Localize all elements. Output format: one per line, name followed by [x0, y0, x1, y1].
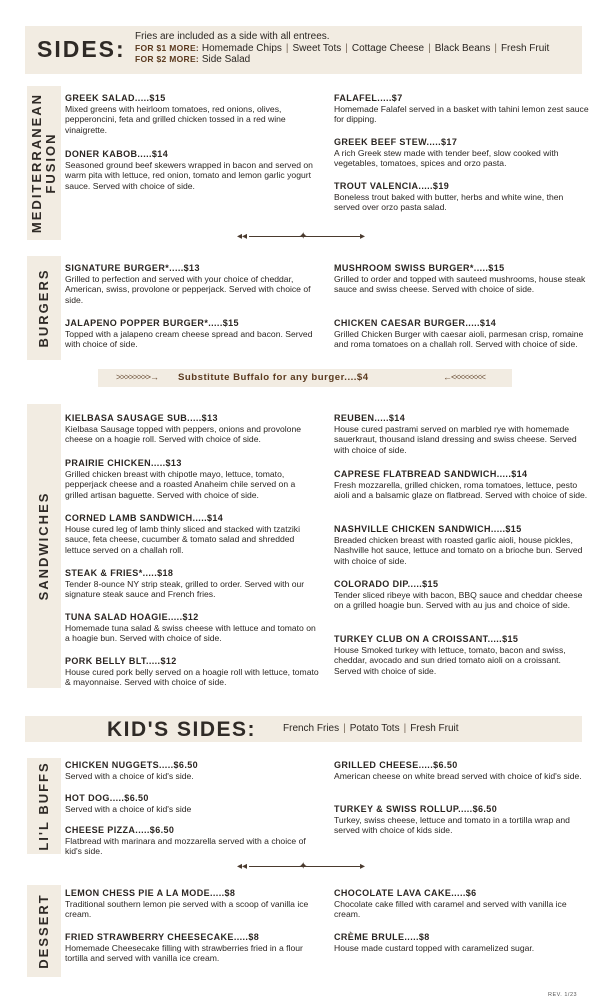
item-desc: Topped with a jalapeno cream cheese spread and bacon. Served with choice of side. [65, 329, 313, 350]
item-name: COLORADO DIP.....$15 [334, 579, 439, 589]
menu-item [65, 793, 320, 814]
arrow-right-ornament: ←<<<<<<<< [443, 372, 486, 382]
item-desc: Homemade Cheesecake filling with strawberries fried in a flour tortilla and served with vanilla ice cream. [65, 943, 303, 964]
item-name: CAPRESE FLATBREAD SANDWICH.....$14 [334, 469, 528, 479]
item-desc: Breaded chicken breast with roasted garlic aioli, house pickles, Nashville hot sauce, lettuce and tomato on a brioche bun. Served with choice of side. [334, 535, 583, 566]
menu-item [334, 469, 589, 501]
section-title-mediterranean: MEDITERRANEAN FUSION [29, 92, 58, 234]
item-desc: House Smoked turkey with lettuce, tomato, bacon and swiss, cheddar, avocado and sun dried tomato aioli on a croissant. Served with choice of side. [334, 645, 566, 676]
item-name: TURKEY & SWISS ROLLUP.....$6.50 [334, 804, 498, 814]
menu-item [334, 181, 589, 213]
item-desc: House made custard topped with caramelized sugar. [334, 943, 535, 953]
menu-item [65, 263, 320, 305]
kids-sides-title: KID'S SIDES: [107, 718, 257, 741]
item-desc: Traditional southern lemon pie served with a scoop of vanilla ice cream. [65, 899, 309, 920]
menu-item [334, 579, 589, 611]
item-name: CRÈME BRULE.....$8 [334, 932, 430, 942]
item-name: JALAPENO POPPER BURGER*.....$15 [65, 318, 239, 328]
sides-info [135, 31, 549, 66]
item-desc: Kielbasa Sausage topped with peppers, onions and provolone cheese on a hoagie roll. Served with choice of side. [65, 424, 302, 445]
item-name: FALAFEL.....$7 [334, 93, 403, 103]
kids-side-option: Fresh Fruit [410, 723, 459, 734]
side-option: Sweet Tots [292, 42, 342, 54]
item-name: KIELBASA SAUSAGE SUB.....$13 [65, 413, 218, 423]
item-desc: Grilled Chicken Burger with caesar aioli, parmesan crisp, romaine and roma tomatoes on a challah roll. Served with choice of side. [334, 329, 584, 350]
item-name: DONER KABOB.....$14 [65, 149, 169, 159]
item-desc: Boneless trout baked with butter, herbs and white wine, then served over orzo pasta salad. [334, 192, 564, 213]
item-name: PORK BELLY BLT.....$12 [65, 656, 177, 666]
kids-sides-list: French Fries | Potato Tots | Fresh Fruit [283, 723, 459, 734]
item-name: GREEK SALAD.....$15 [65, 93, 166, 103]
item-desc: House cured pork belly served on a hoagie roll with lettuce, tomato & mayonnaise. Served with choice of side. [65, 667, 319, 688]
item-desc: Homemade tuna salad & swiss cheese with lettuce and tomato on a hoagie bun. Served with choice of side. [65, 623, 316, 644]
section-label-mediterranean [27, 86, 61, 240]
arrow-left-ornament: >>>>>>>>→ [116, 372, 159, 382]
sides-band [25, 26, 582, 74]
menu-item [65, 513, 320, 555]
item-name: FRIED STRAWBERRY CHEESECAKE.....$8 [65, 932, 260, 942]
item-name: LEMON CHESS PIE A LA MODE.....$8 [65, 888, 236, 898]
item-desc: Fresh mozzarella, grilled chicken, roma tomatoes, lettuce, pesto aioli and a balsamic glaze on flatbread. Served with choice of side. [334, 480, 588, 501]
item-desc: Mixed greens with heirloom tomatoes, red onions, olives, pepperoncini, feta and grilled chicken tossed in a red wine vinaigrette. [65, 104, 286, 135]
menu-item [334, 137, 589, 169]
sides-2-more-label: FOR $2 MORE: [135, 54, 200, 64]
item-desc: Grilled chicken breast with chipotle mayo, lettuce, tomato, pepperjack cheese and a roasted Anaheim chile served on a grilled artisan baguette. Served with choice of side. [65, 469, 296, 500]
item-desc: House cured leg of lamb thinly sliced and stacked with tzatziki sauce, feta cheese, cucumber & tomato salad and shredded lettuce served on a challah roll. [65, 524, 301, 555]
item-name: TUNA SALAD HOAGIE.....$12 [65, 612, 199, 622]
item-name: STEAK & FRIES*.....$18 [65, 568, 174, 578]
section-label-burgers [27, 256, 61, 360]
menu-item [334, 634, 589, 676]
item-desc: Chocolate cake filled with caramel and served with vanilla ice cream. [334, 899, 567, 920]
item-name: CORNED LAMB SANDWICH.....$14 [65, 513, 224, 523]
section-title-dessert: DESSERT [36, 893, 51, 969]
kids-side-option: Potato Tots [349, 723, 400, 734]
menu-item [65, 888, 320, 920]
side-option: Homemade Chips [201, 42, 282, 54]
item-desc: American cheese on white bread served with choice of kid's side. [334, 771, 582, 781]
menu-item [334, 93, 589, 125]
menu-item [65, 825, 320, 857]
menu-item [65, 413, 320, 445]
item-desc: Tender sliced ribeye with bacon, BBQ sauce and cheddar cheese on a grilled hoagie bun. Served with au jus and choice of side. [334, 590, 583, 611]
item-desc: Grilled to perfection and served with your choice of cheddar, American, swiss, provolone or pepperjack. Served with choice of side. [65, 274, 311, 305]
menu-item [65, 612, 320, 644]
kids-side-option: French Fries [283, 723, 340, 734]
menu-item [334, 524, 589, 566]
item-name: MUSHROOM SWISS BURGER*.....$15 [334, 263, 505, 273]
section-label-lil-buffs [27, 758, 61, 854]
menu-item [334, 413, 589, 455]
section-title-lil-buffs: LI'L BUFFS [36, 761, 51, 851]
item-name: GRILLED CHEESE.....$6.50 [334, 760, 458, 770]
sides-line-2: FOR $1 MORE: Homemade Chips | Sweet Tots | Cottage Cheese | Black Beans | Fresh Fruit [135, 42, 550, 54]
item-name: CHICKEN NUGGETS.....$6.50 [65, 760, 199, 770]
section-label-dessert [27, 885, 61, 977]
item-desc: Seasoned ground beef skewers wrapped in bacon and served on warm pita with lettuce, red onion, tomato and lemon garlic yogurt sauce. Served with choice of side. [65, 160, 313, 191]
menu-item [334, 263, 589, 295]
sides-line-1: Fries are included as a side with all entrees. [135, 31, 330, 42]
menu-item [65, 318, 320, 350]
item-name: GREEK BEEF STEW.....$17 [334, 137, 458, 147]
item-desc: House cured pastrami served on marbled rye with homemade sauerkraut, thousand island dressing and swiss cheese. Served with choice of side. [334, 424, 577, 455]
menu-item [65, 568, 320, 600]
side-option: Side Salad [201, 54, 251, 65]
item-desc: Homemade Falafel served in a basket with tahini lemon zest sauce for dipping. [334, 104, 589, 125]
item-name: PRAIRIE CHICKEN.....$13 [65, 458, 182, 468]
revision-note: REV. 1/23 [548, 992, 578, 998]
item-name: CHICKEN CAESAR BURGER.....$14 [334, 318, 497, 328]
side-option: Fresh Fruit [500, 42, 550, 54]
item-name: HOT DOG.....$6.50 [65, 793, 149, 803]
substitute-band [98, 369, 512, 387]
menu-item [334, 932, 589, 953]
item-name: CHEESE PIZZA.....$6.50 [65, 825, 175, 835]
menu-item [334, 888, 589, 920]
item-name: SIGNATURE BURGER*.....$13 [65, 263, 200, 273]
menu-item [65, 93, 320, 135]
item-desc: A rich Greek stew made with tender beef, slow cooked with vegetables, tomatoes, spices and orzo pasta. [334, 148, 559, 169]
menu-item [334, 318, 589, 350]
side-option: Cottage Cheese [351, 42, 425, 54]
menu-item [65, 932, 320, 964]
sides-1-more-label: FOR $1 MORE: [135, 42, 200, 53]
item-desc: Served with a choice of kid's side. [65, 771, 194, 781]
section-label-sandwiches [27, 404, 61, 688]
menu-item [65, 458, 320, 500]
item-desc: Grilled to order and topped with sauteed mushrooms, house steak sauce and swiss cheese. Served with choice of side. [334, 274, 586, 295]
section-title-burgers: BURGERS [36, 268, 51, 348]
substitute-note: Substitute Buffalo for any burger....$4 [178, 372, 369, 383]
item-name: TURKEY CLUB ON A CROISSANT.....$15 [334, 634, 519, 644]
item-name: REUBEN.....$14 [334, 413, 406, 423]
item-desc: Tender 8-ounce NY strip steak, grilled to order. Served with our signature steak sauce and French fries. [65, 579, 305, 600]
menu-item [334, 804, 589, 836]
menu-item [65, 656, 320, 688]
item-name: NASHVILLE CHICKEN SANDWICH.....$15 [334, 524, 522, 534]
sides-title: SIDES: [37, 36, 126, 62]
section-title-sandwiches: SANDWICHES [36, 491, 51, 601]
menu-item [65, 760, 320, 781]
item-name: CHOCOLATE LAVA CAKE.....$6 [334, 888, 477, 898]
item-name: TROUT VALENCIA.....$19 [334, 181, 450, 191]
sides-line-3 [135, 54, 549, 66]
kids-sides-band [25, 716, 582, 742]
item-desc: Served with a choice of kid's side [65, 804, 192, 814]
section-divider: ◂◂ ✦ ▸ [237, 861, 366, 872]
section-divider: ◂◂ ✦ ▸ [237, 231, 366, 242]
menu-item [334, 760, 589, 781]
side-option: Black Beans [434, 42, 491, 54]
item-desc: Flatbread with marinara and mozzarella served with a choice of kid's side. [65, 836, 306, 857]
item-desc: Turkey, swiss cheese, lettuce and tomato in a tortilla wrap and served with choice of kids side. [334, 815, 570, 836]
menu-item [65, 149, 320, 191]
